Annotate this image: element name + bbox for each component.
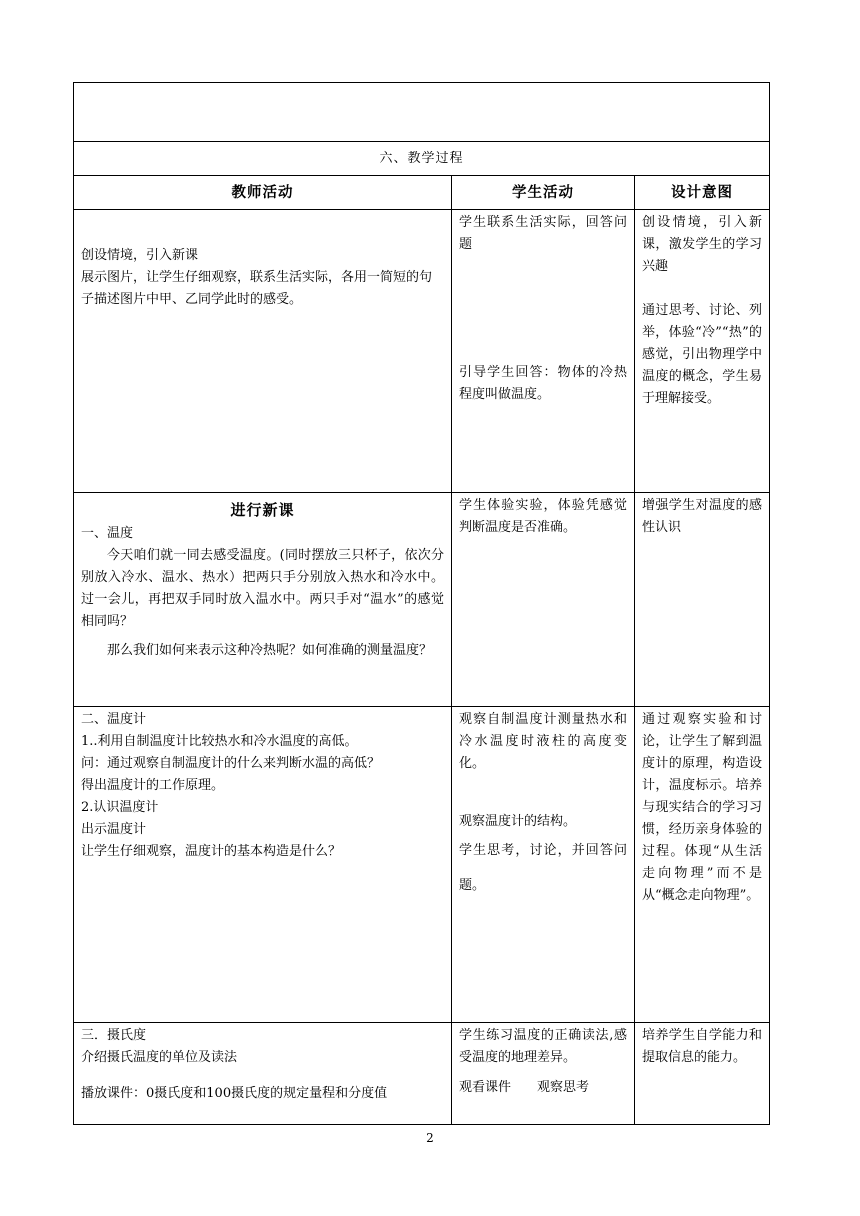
teacher-cell bbox=[74, 210, 452, 493]
section-heading: 进行新课 bbox=[230, 501, 295, 519]
teacher-text: 今天咱们就一同去感受温度。(同时摆放三只杯子，依次分别放入冷水、温水、热水）把两只手分别放入热水和冷水中。过一会儿，再把双手同时放入温水中。两只手对“温水”的感觉相同吗？ bbox=[81, 548, 444, 629]
teacher-text: 三．摄氏度 bbox=[81, 1028, 147, 1043]
lesson-table bbox=[73, 82, 770, 1125]
table-row bbox=[74, 210, 770, 493]
student-cell bbox=[452, 493, 635, 707]
table-row bbox=[74, 493, 770, 707]
design-text: 通过观察实验和讨论，让学生了解到温度计的原理，构造设计，温度标示。培养与现实结合的学习习惯，经历亲身体验的过程。体现“从生活走向物理”而不是从“概念走向物理”。 bbox=[642, 712, 763, 903]
blank-cell bbox=[74, 83, 770, 142]
section-title: 六、教学过程 bbox=[74, 142, 770, 176]
design-cell bbox=[635, 1023, 770, 1125]
teacher-text: 播放课件：0摄氏度和100摄氏度的规定量程和分度值 bbox=[81, 1086, 388, 1101]
design-text: 通过思考、讨论、列举，体验“冷”“热”的感觉，引出物理学中温度的概念，学生易于理解接受。 bbox=[642, 303, 763, 406]
header-design: 设计意图 bbox=[635, 176, 770, 210]
page-number: 2 bbox=[426, 1131, 434, 1145]
teacher-cell bbox=[74, 493, 452, 707]
design-cell bbox=[635, 493, 770, 707]
teacher-text: 一、温度 bbox=[81, 526, 134, 541]
design-text: 创设情境，引入新课，激发学生的学习兴趣 bbox=[642, 215, 763, 274]
header-teacher: 教师活动 bbox=[74, 176, 452, 210]
student-text: 学生思考，讨论，并回答问题。 bbox=[459, 843, 627, 893]
teacher-text: 1..利用自制温度计比较热水和冷水温度的高低。 bbox=[81, 734, 358, 749]
teacher-text: 得出温度计的工作原理。 bbox=[81, 778, 225, 793]
student-text: 观察自制温度计测量热水和冷水温度时液柱的高度变化。 bbox=[459, 712, 627, 771]
student-cell bbox=[452, 210, 635, 493]
design-cell bbox=[635, 707, 770, 1023]
header-row bbox=[74, 176, 770, 210]
student-text: 引导学生回答：物体的冷热程度叫做温度。 bbox=[459, 365, 627, 402]
teacher-cell bbox=[74, 1023, 452, 1125]
student-text: 学生联系生活实际，回答问题 bbox=[459, 215, 627, 252]
teacher-text: 问：通过观察自制温度计的什么来判断水温的高低？ bbox=[81, 756, 381, 771]
teacher-text: 二、温度计 bbox=[81, 712, 147, 727]
design-text: 增强学生对温度的感性认识 bbox=[642, 498, 763, 535]
student-text: 观看课件 观察思考 bbox=[459, 1080, 590, 1095]
teacher-text: 出示温度计 bbox=[81, 822, 147, 837]
student-cell bbox=[452, 1023, 635, 1125]
teacher-text: 那么我们如何来表示这种冷热呢？如何准确的测量温度？ bbox=[107, 643, 433, 658]
student-text: 学生体验实验，体验凭感觉判断温度是否准确。 bbox=[459, 498, 627, 535]
teacher-text: 2.认识温度计 bbox=[81, 800, 159, 815]
section-title-row bbox=[74, 142, 770, 176]
teacher-text: 介绍摄氏温度的单位及读法 bbox=[81, 1050, 238, 1065]
table-row bbox=[74, 1023, 770, 1125]
blank-row bbox=[74, 83, 770, 142]
table-row bbox=[74, 707, 770, 1023]
teacher-text: 创设情境，引入新课 bbox=[81, 248, 199, 263]
teacher-text: 让学生仔细观察，温度计的基本构造是什么？ bbox=[81, 844, 342, 859]
design-text: 培养学生自学能力和提取信息的能力。 bbox=[642, 1028, 763, 1065]
header-student: 学生活动 bbox=[452, 176, 635, 210]
teacher-text: 展示图片，让学生仔细观察，联系生活实际，各用一简短的句子描述图片中甲、乙同学此时的感受。 bbox=[81, 270, 433, 307]
student-cell bbox=[452, 707, 635, 1023]
teacher-cell bbox=[74, 707, 452, 1023]
student-text: 学生练习温度的正确读法,感受温度的地理差异。 bbox=[459, 1028, 627, 1065]
student-text: 观察温度计的结构。 bbox=[459, 814, 577, 829]
design-cell bbox=[635, 210, 770, 493]
